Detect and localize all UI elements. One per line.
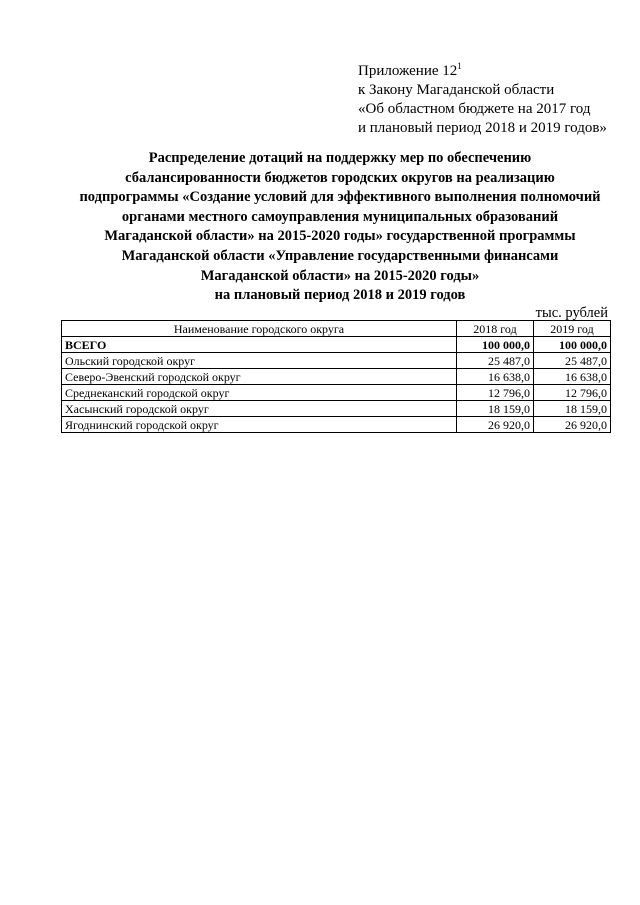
value-2019: 26 920,0 — [534, 417, 611, 433]
table-row — [62, 401, 611, 417]
total-label: ВСЕГО — [62, 337, 457, 353]
units-label: тыс. рублей — [535, 305, 608, 321]
value-2018: 26 920,0 — [457, 417, 534, 433]
appendix-line-4: и плановый период 2018 и 2019 годов» — [358, 120, 607, 136]
appendix-header — [358, 62, 607, 138]
table-header-row — [62, 321, 611, 337]
value-2019: 16 638,0 — [534, 369, 611, 385]
appendix-number: Приложение 12 — [358, 63, 458, 79]
district-name: Хасынский городской округ — [62, 401, 457, 417]
appendix-superscript: 1 — [457, 61, 462, 71]
value-2018: 18 159,0 — [457, 401, 534, 417]
table-row — [62, 353, 611, 369]
title-line: Магаданской области» на 2015-2020 годы» государственной программы — [104, 228, 576, 245]
table-row — [62, 385, 611, 401]
table-row — [62, 369, 611, 385]
value-2019: 25 487,0 — [534, 353, 611, 369]
title-line: Распределение дотаций на поддержку мер по обеспечению — [148, 150, 532, 166]
value-2018: 12 796,0 — [457, 385, 534, 401]
title-line: Магаданской области» на 2015-2020 годы» — [200, 267, 480, 284]
district-name: Северо-Эвенский городской округ — [62, 369, 457, 385]
value-2018: 25 487,0 — [457, 353, 534, 369]
title-line: на плановый период 2018 и 2019 годов — [214, 287, 466, 304]
appendix-line-3: «Об областном бюджете на 2017 год — [358, 101, 591, 117]
total-2019: 100 000,0 — [534, 337, 611, 353]
column-header-2019: 2019 год — [534, 321, 611, 337]
table-total-row — [62, 337, 611, 353]
value-2018: 16 638,0 — [457, 369, 534, 385]
column-header-2018: 2018 год — [457, 321, 534, 337]
title-line: органами местного самоуправления муниципальных образований — [121, 208, 559, 225]
value-2019: 12 796,0 — [534, 385, 611, 401]
appendix-line-1 — [358, 62, 607, 81]
district-name: Ольский городской округ — [62, 353, 457, 369]
district-name: Ягоднинский городской округ — [62, 417, 457, 433]
title-line: сбалансированности бюджетов городских округов на реализацию — [125, 169, 555, 186]
district-name: Среднеканский городской округ — [62, 385, 457, 401]
title-line: Магаданской области «Управление государственными финансами — [121, 247, 559, 264]
table-row — [62, 417, 611, 433]
appendix-line-2: к Закону Магаданской области — [358, 82, 555, 98]
subsidy-table — [61, 320, 611, 433]
column-header-name: Наименование городского округа — [62, 321, 457, 337]
title-line: подпрограммы «Создание условий для эффективного выполнения полномочий — [79, 189, 601, 206]
value-2019: 18 159,0 — [534, 401, 611, 417]
total-2018: 100 000,0 — [457, 337, 534, 353]
document-title — [40, 149, 640, 306]
